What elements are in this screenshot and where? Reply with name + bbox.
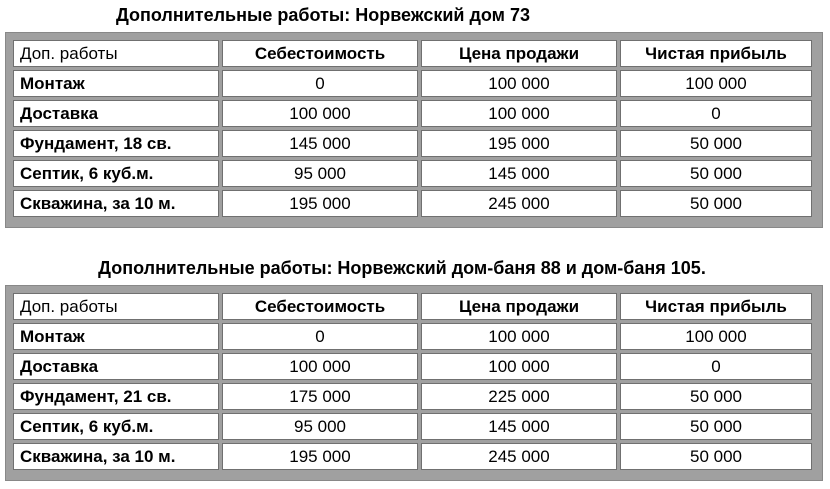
table-row [13, 70, 812, 97]
table-row [13, 413, 812, 440]
header-cell-profit: Чистая прибыль [620, 293, 812, 320]
profit-cell: 50 000 [620, 160, 812, 187]
header-cell-price: Цена продажи [421, 40, 617, 67]
profit-cell: 100 000 [620, 70, 812, 97]
profit-cell: 0 [620, 353, 812, 380]
profit-cell: 50 000 [620, 413, 812, 440]
price-cell: 145 000 [421, 160, 617, 187]
row-label: Фундамент, 21 св. [13, 383, 219, 410]
price-cell: 145 000 [421, 413, 617, 440]
profit-cell: 50 000 [620, 443, 812, 470]
table-row [13, 443, 812, 470]
table-row [13, 383, 812, 410]
table-row [13, 130, 812, 157]
row-label: Фундамент, 18 св. [13, 130, 219, 157]
row-label: Скважина, за 10 м. [13, 443, 219, 470]
table-frame [5, 285, 823, 481]
cost-cell: 145 000 [222, 130, 418, 157]
profit-cell: 50 000 [620, 383, 812, 410]
price-cell: 100 000 [421, 70, 617, 97]
row-label: Монтаж [13, 323, 219, 350]
table-row [13, 323, 812, 350]
profit-cell: 100 000 [620, 323, 812, 350]
header-cell-price: Цена продажи [421, 293, 617, 320]
price-cell: 100 000 [421, 353, 617, 380]
pricing-table [10, 290, 815, 473]
row-label: Монтаж [13, 70, 219, 97]
table-header-row [13, 40, 812, 67]
price-cell: 245 000 [421, 443, 617, 470]
cost-cell: 0 [222, 70, 418, 97]
table-header-row [13, 293, 812, 320]
cost-cell: 100 000 [222, 353, 418, 380]
table-row [13, 100, 812, 127]
row-label: Септик, 6 куб.м. [13, 413, 219, 440]
price-cell: 100 000 [421, 323, 617, 350]
header-cell-work: Доп. работы [13, 40, 219, 67]
profit-cell: 50 000 [620, 130, 812, 157]
cost-cell: 95 000 [222, 413, 418, 440]
cost-cell: 100 000 [222, 100, 418, 127]
row-label: Скважина, за 10 м. [13, 190, 219, 217]
row-label: Доставка [13, 353, 219, 380]
price-cell: 195 000 [421, 130, 617, 157]
pricing-table [10, 37, 815, 220]
cost-cell: 195 000 [222, 190, 418, 217]
table-title: Дополнительные работы: Норвежский дом 73 [115, 5, 531, 25]
row-label: Септик, 6 куб.м. [13, 160, 219, 187]
header-cell-cost: Себестоимость [222, 40, 418, 67]
price-cell: 100 000 [421, 100, 617, 127]
row-label: Доставка [13, 100, 219, 127]
cost-cell: 0 [222, 323, 418, 350]
cost-cell: 95 000 [222, 160, 418, 187]
header-cell-cost: Себестоимость [222, 293, 418, 320]
price-cell: 225 000 [421, 383, 617, 410]
header-cell-work: Доп. работы [13, 293, 219, 320]
table-frame [5, 32, 823, 228]
table-row [13, 160, 812, 187]
profit-cell: 0 [620, 100, 812, 127]
table-title: Дополнительные работы: Норвежский дом-баня 88 и дом-баня 105. [98, 258, 706, 278]
profit-cell: 50 000 [620, 190, 812, 217]
table-row [13, 353, 812, 380]
table-row [13, 190, 812, 217]
cost-cell: 175 000 [222, 383, 418, 410]
header-cell-profit: Чистая прибыль [620, 40, 812, 67]
price-cell: 245 000 [421, 190, 617, 217]
cost-cell: 195 000 [222, 443, 418, 470]
